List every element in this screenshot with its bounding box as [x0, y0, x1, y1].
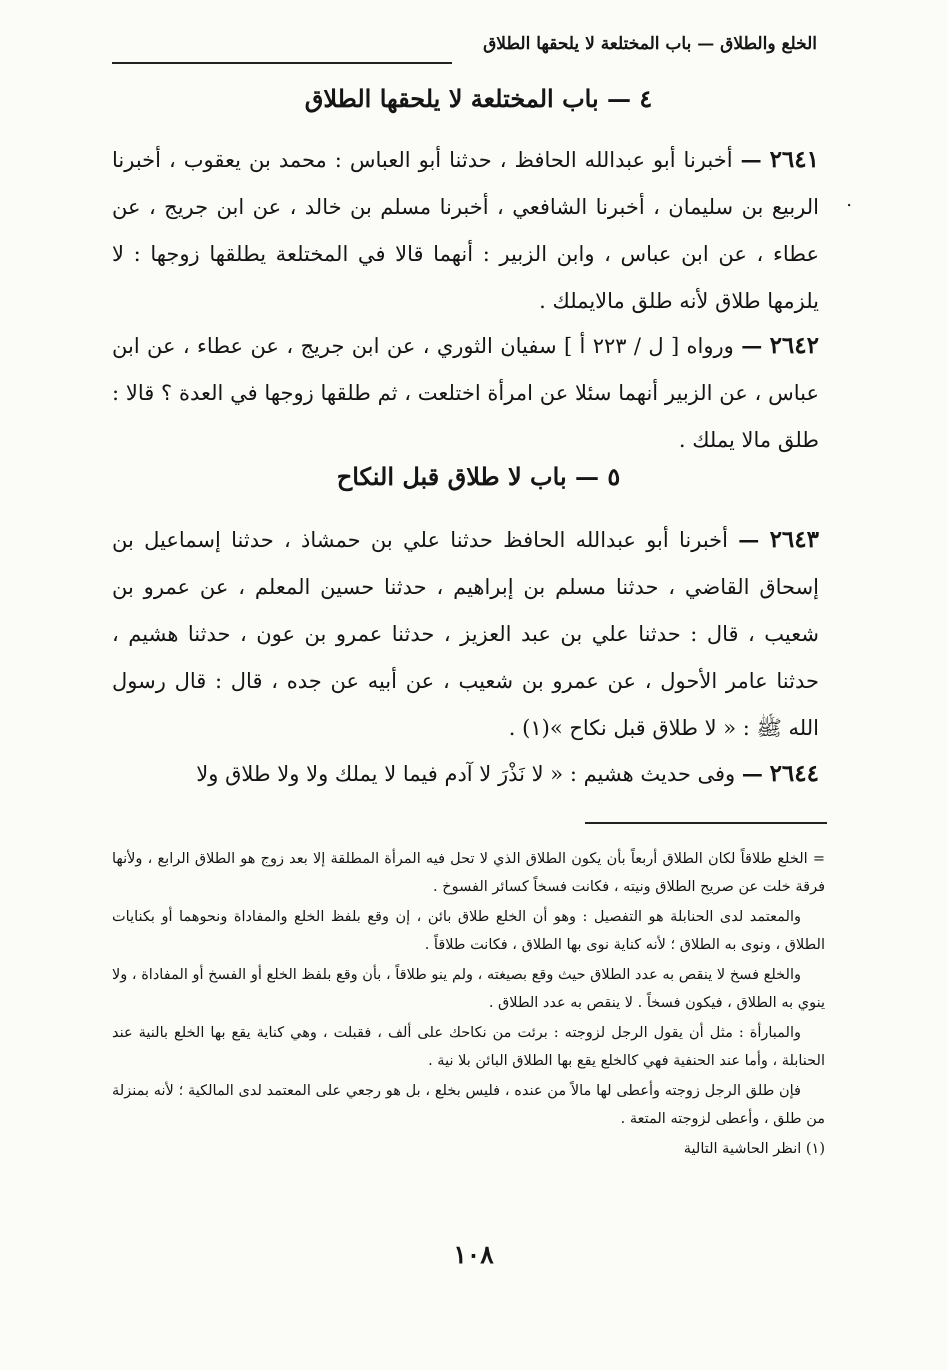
hadith-number: ٢٦٤٣	[769, 526, 819, 553]
hadith-dash: —	[741, 333, 763, 358]
section-title-4: ٤ — باب المختلعة لا يلحقها الطلاق	[304, 84, 653, 113]
hadith-number: ٢٦٤٢	[769, 332, 819, 359]
section-title-5: ٥ — باب لا طلاق قبل النكاح	[336, 462, 621, 491]
footnote-paragraph: والخلع فسخ لا ينقص به عدد الطلاق حيث وقع بصيغته ، ولم ينو طلاقاً ، بأن وقع بلفظ الخلع أو الفسخ أو المفاداة ، ولا ينوي به الطلاق ، فيكون فسخاً . لا ينقص به عدد الطلاق .	[112, 967, 825, 1011]
footnote-paragraph: والمعتمد لدى الحنابلة هو التفصيل : وهو أن الخلع طلاق بائن ، إن وقع بلفظ الخلع والمفاداة ونحوهما أو بكنايات الطلاق ، ونوى به الطلاق ؛ لأنه كناية نوى بها الطلاق ، فكانت طلاقاً .	[112, 909, 825, 953]
footnote-rule	[585, 822, 827, 824]
running-head: الخلع والطلاق — باب المختلعة لا يلحقها الطلاق	[483, 34, 817, 54]
hadith-dash: —	[741, 761, 763, 786]
hadith-text: أخبرنا أبو عبدالله الحافظ حدثنا علي بن حمشاذ ، حدثنا إسماعيل بن إسحاق القاضي ، حدثنا مسلم بن إبراهيم ، حدثنا حسين المعلم ، عن عمرو بن شعيب ، قال : حدثنا علي بن عبد العزيز ، حدثنا عمرو بن عون ، حدثنا هشيم ، حدثنا عامر الأحول ، عن عمرو بن شعيب ، عن أبيه عن جده ، قال : قال رسول الله ﷺ : « لا طلاق قبل نكاح »(١) .	[112, 528, 819, 740]
hadith-2641	[112, 136, 819, 325]
hadith-dash: —	[738, 527, 760, 552]
footnote-reference: (١) انظر الحاشية التالية	[683, 1141, 825, 1157]
hadith-text: أخبرنا أبو عبدالله الحافظ ، حدثنا أبو العباس : محمد بن يعقوب ، أخبرنا الربيع بن سليمان ، أخبرنا الشافعي ، أخبرنا مسلم بن خالد ، عن ابن جريج ، عن عطاء ، عن ابن عباس ، وابن الزبير : أنهما قالا في المختلعة يطلقها زوجها : لا يلزمها طلاق لأنه طلق مالايملك .	[112, 148, 819, 313]
footnote-paragraph: فإن طلق الرجل زوجته وأعطى لها مالاً من عنده ، فليس بخلع ، بل هو رجعي على المعتمد لدى المالكية ؛ لأنه بمنزلة من طلق ، وأعطى لزوجته المتعة .	[112, 1083, 825, 1127]
hadith-dash: —	[740, 147, 762, 172]
hadith-text: ورواه [ ل / ٢٢٣ أ ] سفيان الثوري ، عن ابن جريج ، عن عطاء ، عن ابن عباس ، عن الزبير أنهما سئلا عن امرأة اختلعت ، ثم طلقها زوجها في العدة ؟ قالا : طلق مالا يملك .	[112, 334, 819, 452]
hadith-number: ٢٦٤١	[769, 146, 819, 173]
footnote-paragraph: والمبارأة : مثل أن يقول الرجل لزوجته : برئت من نكاحك على ألف ، فقبلت ، وهي كناية يقع بها الخلع بالنية عند الحنابلة ، وأما عند الحنفية فهي كالخلع يقع بها الطلاق البائن بلا نية .	[112, 1025, 825, 1069]
hadith-text: وفى حديث هشيم : « لا نَذْرَ لا آدم فيما لا يملك ولا ولا طلاق ولا	[196, 762, 736, 786]
header-rule	[112, 62, 452, 64]
hadith-2642	[112, 322, 819, 464]
page-number: ١٠٨	[453, 1240, 494, 1269]
hadith-2644	[112, 750, 819, 798]
hadith-2643	[112, 516, 819, 752]
margin-dot: .	[846, 190, 852, 211]
hadith-number: ٢٦٤٤	[769, 760, 819, 787]
footnote-paragraph: = الخلع طلاقاً لكان الطلاق أربعاً بأن يكون الطلاق الذي لا تحل فيه المرأة المطلقة إلا بعد زوج هو الطلاق الرابع ، ولأنها فرقة خلت عن صريح الطلاق ونيته ، فكانت فسخاً كسائر الفسوخ .	[112, 851, 825, 895]
footnotes	[112, 846, 825, 1167]
